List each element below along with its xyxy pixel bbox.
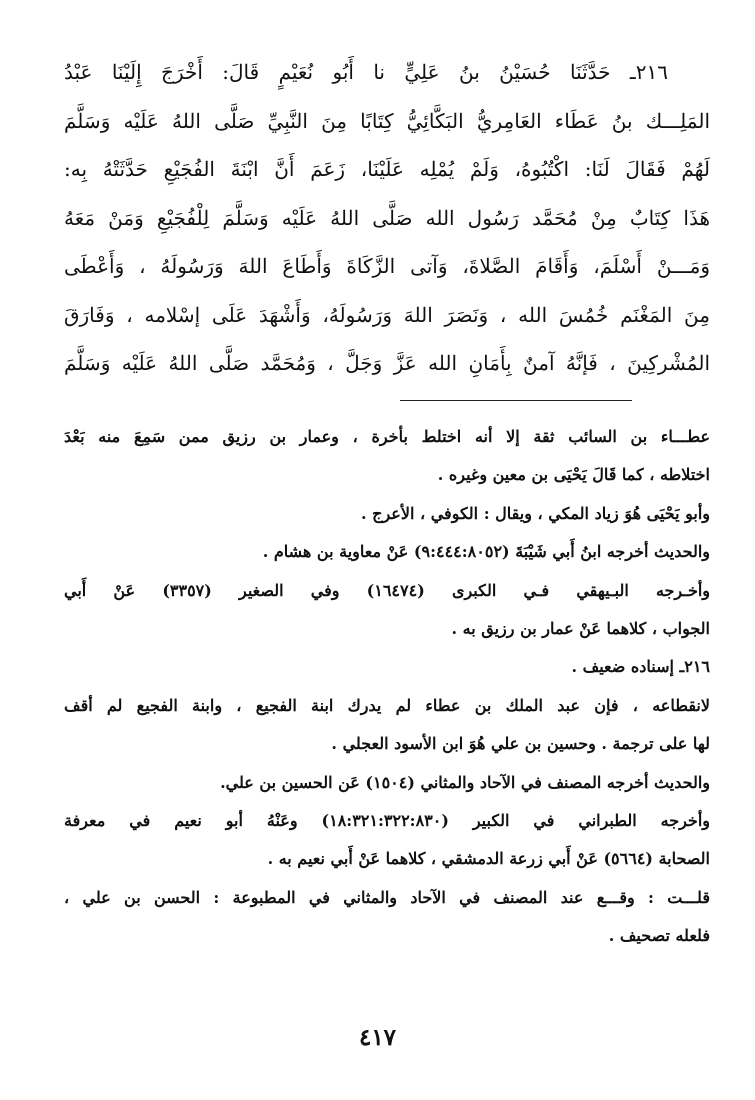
main-text-line: ٢١٦ـ حَدَّثَنَا حُسَيْنُ بنُ عَلِيٍّ نا أَبُو نُعَيْمٍ قَالَ: أَخْرَجَ إِلَيْنَا عَبْدُ	[64, 60, 668, 84]
main-text-line: لَهُمْ فَقَالَ لَنَا: اكْتُبُوهُ، وَلَمْ يُمْلِه عَلَيْنَا، زَعَمَ أَنَّ ابْنَةَ الفُجَيْعِ حَدَّثَتْهُ بِه:	[64, 157, 710, 181]
footnote-line: لانقطاعه ، فإن عبد الملك بن عطاء لم يدرك ابنة الفجيع ، وابنة الفجيع لم أقف	[64, 695, 710, 715]
footnote-line: وأخرجه الطبراني في الكبير (١٨:٣٢١:٣٢٢:٨٣٠) وعَنْهُ أبو نعيم في معرفة	[64, 810, 710, 830]
footnotes-section	[64, 418, 710, 955]
main-text-line: المُشْركِينَ ، فَإنَّهُ آمنٌ بِأَمَانِ الله عَزَّ وَجَلَّ ، وَمُحَمَّد صَلَّى اللهُ عَلَيْه وَسَلَّمَ	[64, 351, 710, 375]
hadith-main-text	[64, 48, 710, 388]
footnote-line: والحديث أخرجه ابنُ أَبي شَيْبَةَ (٩:٤٤٤:٨٠٥٢) عَنْ معاوية بن هشام .	[262, 542, 710, 562]
footnote-heading: ٢١٦ـ إسناده ضعيف .	[571, 657, 710, 677]
main-text-line: هَذَا كِتَابٌ مِنْ مُحَمَّد رَسُول الله صَلَّى اللهُ عَلَيْه وَسَلَّمَ لِلْفُجَيْعِ وَمَنْ مَعَهُ	[64, 205, 710, 230]
footnote-line: والحديث أخرجه المصنف في الآحاد والمثاني (١٥٠٤) عَن الحسين بن علي.	[220, 772, 710, 792]
footnote-line: فلعله تصحيف .	[608, 926, 710, 946]
footnote-line: قلـــت : وقـــع عند المصنف في الآحاد والمثاني في المطبوعة : الحسن بن علي ،	[64, 887, 710, 907]
main-text-line: مِنَ المَغْنَم خُمُسَ الله ، وَنَصَرَ اللهَ وَرَسُولَهُ، وَأَشْهَدَ عَلَى إسْلامه ، وَفَارَقَ	[64, 302, 710, 327]
footnote-line: اختلاطه ، كما قَالَ يَحْيَى بن معين وغيره .	[437, 465, 710, 485]
main-text-line: وَمَـــنْ أَسْلَمَ، وَأَقَامَ الصَّلاةَ، وَآتى الزَّكَاةَ وَأَطَاعَ اللهَ وَرَسُولَهُ ، وَأَعْطَى	[64, 254, 710, 278]
main-text-line: المَلِـــك بنُ عَطَاء العَامِريُّ البَكَّائِيُّ كِتَابًا مِنَ النَّبِيِّ صَلَّى اللهُ عَلَيْه وَسَلَّمَ	[64, 108, 710, 133]
page-number: ٤١٧	[358, 1024, 397, 1051]
footnote-line: لها على ترجمة . وحسين بن علي هُوَ ابن الأسود العجلي .	[331, 734, 710, 754]
footnote-line: وأبو يَحْيَى هُوَ زياد المكي ، ويقال : الكوفي ، الأعرج .	[361, 503, 710, 523]
footnote-divider	[400, 400, 632, 401]
footnote-line: الجواب ، كلاهما عَنْ عمار بن رزيق به .	[451, 618, 710, 638]
footnote-line: وأخـرجه البـيهقي فـي الكبرى (١٦٤٧٤) وفي الصغير (٣٣٥٧) عَنْ أَبي	[64, 580, 710, 600]
footnote-line: الصحابة (٥٦٦٤) عَنْ أَبي زرعة الدمشقي ، كلاهما عَنْ أَبي نعيم به .	[267, 849, 710, 869]
footnote-line: عطـــاء بن السائب ثقة إلا أنه اختلط بأخرة ، وعمار بن رزيق ممن سَمِعَ منه بَعْدَ	[64, 427, 710, 446]
